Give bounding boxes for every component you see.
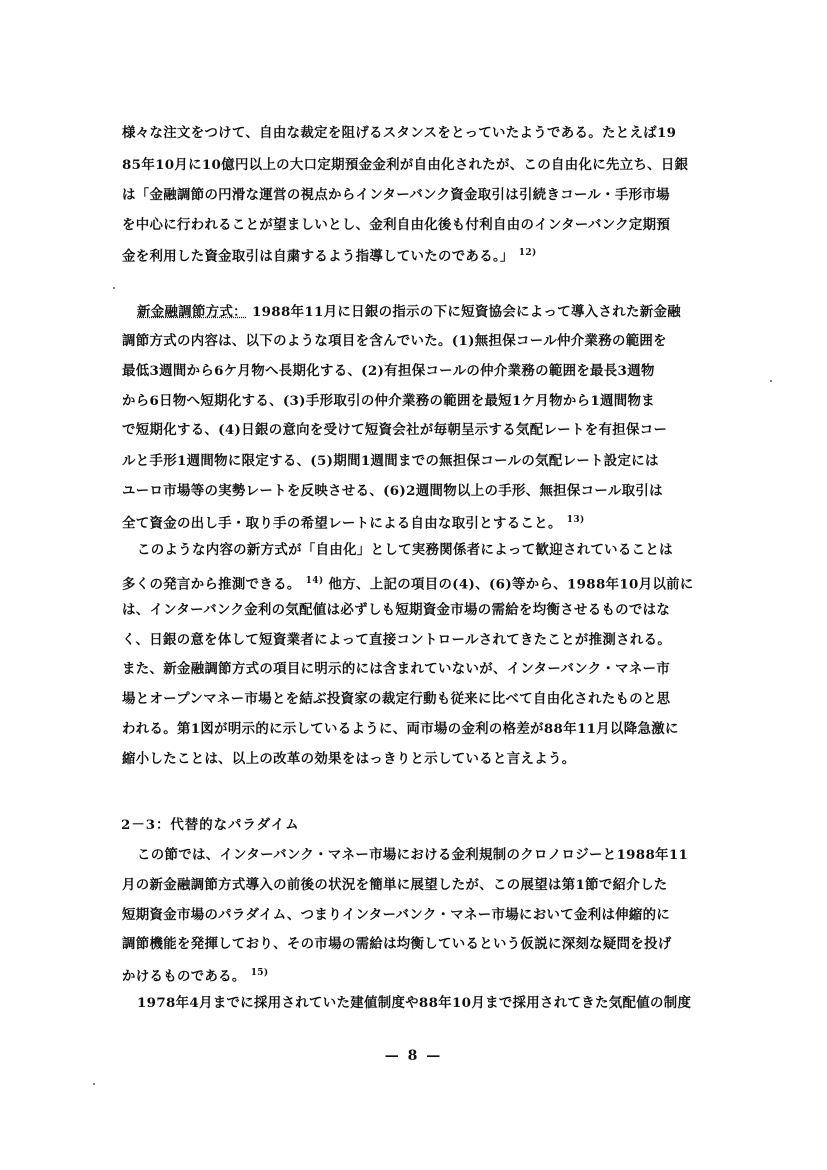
- text-span: 全て資金の出し手・取り手の希望レートによる自由な取引とすること。: [122, 515, 562, 532]
- text-line: 様々な注文をつけて、自由な裁定を阻げるスタンスをとっていたようである。たとえば19: [122, 125, 677, 141]
- footnote-marker: 15): [250, 968, 269, 978]
- section-heading: 2－3：代替的なパラダイム: [121, 817, 300, 833]
- scan-speck: [770, 380, 772, 382]
- footnote-marker: 14): [305, 576, 324, 586]
- text-line: は「金融調節の円滑な運営の視点からインターバンク資金取引は引続きコール・手形市場: [122, 187, 670, 203]
- page-number: — 8 —: [384, 1048, 443, 1064]
- text-line: 1978年4月までに採用されていた建値制度や88年10月まで採用されてきた気配値の制度: [137, 995, 692, 1011]
- text-line: は、インターバンク金利の気配値は必ずしも短期資金市場の需給を均衡させるものではな: [122, 602, 671, 618]
- text-line: [137, 303, 681, 321]
- text-line: また、新金融調節方式の項目に明示的には含まれていないが、インターバンク・マネー市: [122, 661, 671, 677]
- text-line: [122, 572, 694, 593]
- text-line: から6日物へ短期化する、(3)手形取引の仲介業務の範囲を最短1ケ月物から1週間物ま: [122, 393, 655, 409]
- text-line: を中心に行われることが望ましいとし、金利自由化後も付利自由のインターバンク定期預: [122, 217, 671, 233]
- text-line: 縮小したことは、以上の改革の効果をはっきりと示していると言えよう。: [122, 751, 576, 767]
- text-line: で短期化する、(4)日銀の意向を受けて短資会社が毎朝呈示する気配レートを有担保コー: [122, 422, 668, 438]
- text-line: 最低3週間から6ケ月物へ長期化する、(2)有担保コールの仲介業務の範囲を最長3週物: [122, 363, 655, 379]
- text-line: 85年10月に10億円以上の大口定期預金金利が自由化されたが、この自由化に先立ち、日銀: [122, 157, 689, 173]
- text-line: [122, 244, 537, 265]
- text-line: 調節方式の内容は、以下のような項目を含んでいた。(1)無担保コール仲介業務の範囲を: [122, 333, 667, 349]
- scan-speck: [93, 1083, 95, 1085]
- text-span: 金を利用した資金取引は自粛するよう指導していたのである。」: [122, 248, 514, 265]
- footnote-marker: 13): [566, 515, 585, 525]
- text-line: 短期資金市場のパラダイム、つまりインターバンク・マネー市場において金利は伸縮的に: [122, 907, 671, 923]
- text-line: [122, 511, 585, 532]
- text-line: く、日銀の意を体して短資業者によって直接コントロールされてきたことが推測される。: [122, 632, 672, 648]
- paragraph-heading: 新金融調節方式：: [137, 304, 247, 320]
- footnote-marker: 12): [518, 248, 537, 258]
- text-line: ユーロ市場等の実勢レートを反映させる、(6)2週間物以上の手形、無担保コール取引は: [122, 483, 663, 499]
- text-line: このような内容の新方式が「自由化」として実務関係者によって歓迎されていることは: [137, 542, 673, 558]
- text-span: 1988年11月に日銀の指示の下に短資協会によって導入された新金融: [251, 304, 681, 320]
- text-line: われる。第1図が明示的に示しているように、両市場の金利の格差が88年11月以降急激に: [122, 721, 679, 737]
- text-line: ルと手形1週間物に限定する、(5)期間1週間までの無担保コールの気配レート設定には: [122, 453, 659, 469]
- scan-speck: [113, 287, 115, 289]
- text-line: 場とオープンマネー市場とを結ぶ投資家の裁定行動も従来に比べて自由化されたものと思: [122, 691, 671, 707]
- text-line: 調節機能を発揮しており、その市場の需給は均衡しているという仮説に深刻な疑問を投げ: [122, 936, 672, 952]
- text-line: この節では、インターバンク・マネー市場における金利規制のクロノロジーと1988年11: [137, 847, 689, 863]
- text-span: 他方、上記の項目の(4)、(6)等から、1988年10月以前に: [328, 576, 694, 593]
- text-line: [122, 964, 269, 985]
- text-line: 月の新金融調節方式導入の前後の状況を簡単に展望したが、この展望は第1節で紹介した: [122, 877, 668, 893]
- text-span: かけるものである。: [122, 968, 246, 985]
- text-span: 多くの発言から推測できる。: [122, 576, 301, 593]
